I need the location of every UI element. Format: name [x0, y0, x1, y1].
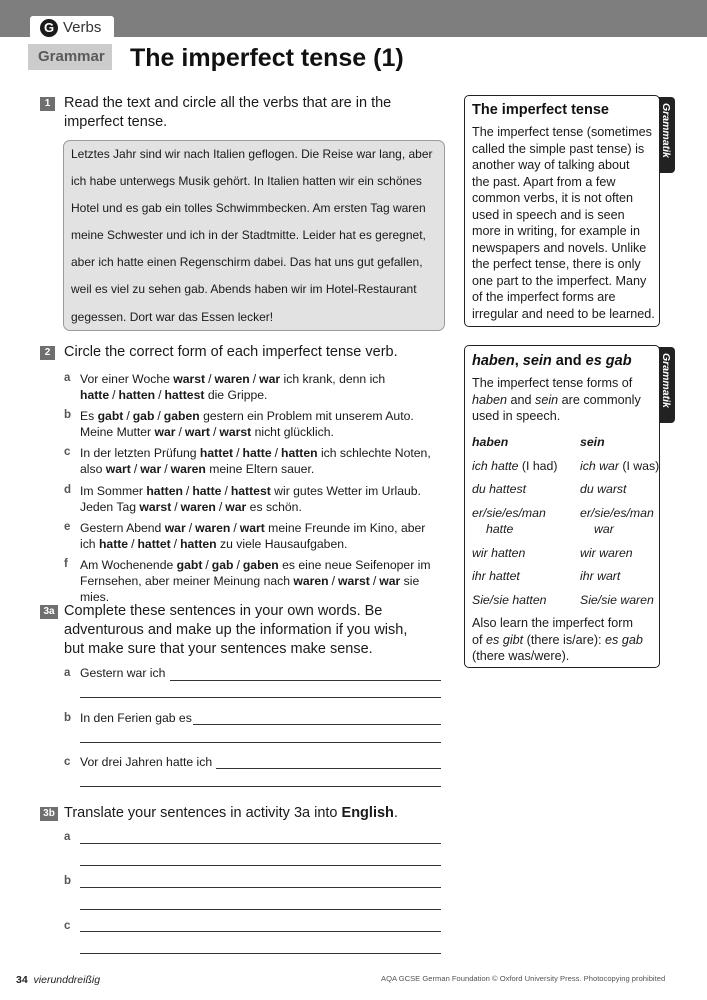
verb-option[interactable]: waren [195, 521, 231, 535]
sein-form: er/sie/es/man [580, 506, 654, 520]
activity-3b-badge: 3b [40, 807, 58, 821]
verb-option[interactable]: hatte [98, 537, 129, 551]
item-text: In der letzten Prüfung [80, 446, 200, 460]
grammar-box-body: The imperfect tense (sometimes called the simple past tense) is another way of talking about the past. Apart from a few common verbs, it is not often used in speech and is seen more in writing, for example in newspapers and novels. Unlike the perfect tense, there is only one part to the imperfect. Many of the imperfect forms are irregular and need to be learned. [472, 125, 655, 321]
activity-3b-instruction: Translate your sentences in activity 3a into English. [64, 805, 398, 821]
sentence-prompt: In den Ferien gab es [80, 711, 192, 725]
item-text: Im Sommer [80, 484, 147, 498]
verb-option[interactable]: hatten [180, 537, 217, 551]
option-separator: / [218, 500, 223, 514]
verb-option[interactable]: gab [211, 558, 234, 572]
grammar-box-title: haben, sein and es gab [472, 353, 632, 369]
item-letter: b [64, 712, 72, 724]
reading-text-line: weil es viel zu sehen gab. Abends haben wir im Hotel-Restaurant [71, 282, 417, 296]
verb-option[interactable]: gab [132, 409, 155, 423]
item-text: wir gutes Wetter im Urlaub. [270, 484, 421, 498]
item-letter: a [64, 372, 71, 384]
verb-option[interactable]: waren [170, 462, 206, 476]
item-text: Meine Mutter [80, 425, 155, 439]
item-letter: f [64, 558, 68, 570]
item-letter: a [64, 831, 71, 843]
item-text: meine Eltern sauer. [205, 462, 315, 476]
grammatik-tab-label: Grammatik [660, 103, 672, 158]
sein-form: ich war (I was) [580, 459, 660, 473]
page-number: 34 vierunddreißig [16, 974, 101, 986]
sein-form: Sie/sie waren [580, 593, 654, 607]
sein-form: du warst [580, 482, 627, 496]
verb-option[interactable]: gaben [163, 409, 200, 423]
option-separator: / [164, 462, 168, 476]
verb-option[interactable]: gabt [176, 558, 203, 572]
option-separator: / [112, 388, 116, 402]
option-separator: / [224, 484, 228, 498]
option-separator: / [188, 521, 193, 535]
reading-text-line: Hotel und es gab ein tolles Schwimmbecken. Am ersten Tag waren [71, 201, 426, 215]
verb-option[interactable]: waren [214, 372, 250, 386]
option-separator: / [158, 388, 162, 402]
item-text: Vor einer Woche [80, 372, 174, 386]
grammar-box-title: The imperfect tense [472, 102, 609, 118]
option-separator: / [178, 425, 182, 439]
verb-option[interactable]: hatte [192, 484, 222, 498]
option-separator: / [233, 521, 237, 535]
reading-text-line: gegessen. Dort war das Essen lecker! [71, 310, 274, 324]
verb-option[interactable]: waren [293, 574, 329, 588]
option-separator: / [236, 446, 240, 460]
category-label: Grammar [38, 48, 105, 65]
table-header-haben: haben [472, 435, 509, 449]
verb-option[interactable]: hatte [242, 446, 272, 460]
verb-option[interactable]: hattest [164, 388, 205, 402]
option-separator: / [126, 409, 130, 423]
verb-option[interactable]: gaben [242, 558, 279, 572]
activity-2-badge: 2 [40, 346, 55, 360]
item-text: Jeden Tag [80, 500, 140, 514]
sein-form: ihr wart [580, 569, 621, 583]
item-text: Gestern Abend [80, 521, 165, 535]
reading-text-line: aber ich hatte einen Regenschirm dabei. Das hat uns gut gefallen, [71, 255, 423, 269]
item-text: nicht glücklich. [251, 425, 334, 439]
option-separator: / [331, 574, 336, 588]
haben-form: ich hatte (I had) [472, 459, 558, 473]
answer-line[interactable] [216, 768, 441, 769]
item-text: ich [80, 537, 99, 551]
item-text: es schön. [246, 500, 302, 514]
answer-line[interactable] [80, 931, 441, 932]
grammar-box-outro: Also learn the imperfect form of es gibt (there is/are): es gab (there was/were). [472, 616, 643, 663]
item-text: Am Wochenende [80, 558, 177, 572]
verb-option[interactable]: hatten [281, 446, 318, 460]
answer-line[interactable] [80, 742, 441, 743]
verb-option[interactable]: war [164, 521, 186, 535]
item-text: Fernsehen, aber meiner Meinung nach [80, 574, 294, 588]
grammatik-tab-label: Grammatik [660, 353, 672, 408]
item-text: also [80, 462, 106, 476]
option-separator: / [185, 484, 190, 498]
item-text: meine Freunde im Kino, aber [264, 521, 426, 535]
activity-3a-badge: 3a [40, 605, 58, 619]
haben-form: er/sie/es/man [472, 506, 546, 520]
answer-line[interactable] [80, 887, 441, 888]
verb-option[interactable]: hatte [80, 388, 110, 402]
table-header-sein: sein [580, 435, 605, 449]
verb-option[interactable]: warst [338, 574, 370, 588]
item-letter: a [64, 667, 71, 679]
verb-choice-item [80, 445, 445, 477]
verb-option[interactable]: waren [180, 500, 216, 514]
reading-text-line: ich habe unterwegs Musik gehört. In Italien hatten wir ein schönes [71, 174, 422, 188]
verb-option[interactable]: warst [139, 500, 172, 514]
verb-choice-item [80, 557, 445, 605]
item-text: es eine neue Seifenoper im [278, 558, 431, 572]
haben-form: hatte [486, 522, 514, 536]
activity-3a-instruction: Complete these sentences in your own words. Be adventurous and make up the information if you wish, but make sure that your sentences make sense. [64, 603, 408, 657]
item-letter: c [64, 920, 71, 932]
verb-option[interactable]: hattet [199, 446, 234, 460]
haben-form: ihr hattet [472, 569, 520, 583]
verb-option[interactable]: hatten [146, 484, 183, 498]
answer-line[interactable] [170, 680, 441, 681]
answer-line[interactable] [80, 843, 441, 844]
option-separator: / [173, 537, 178, 551]
verb-option[interactable]: hatten [118, 388, 156, 402]
verb-choice-item [80, 371, 445, 403]
sein-form: wir waren [580, 546, 633, 560]
verb-choice-item [80, 520, 445, 552]
item-letter: c [64, 756, 71, 768]
activity-2-instruction: Circle the correct form of each imperfect tense verb. [64, 344, 398, 360]
section-letter-badge: G [40, 19, 58, 37]
answer-line[interactable] [80, 909, 441, 910]
verb-choice-item [80, 483, 445, 515]
verb-choice-item [80, 408, 445, 440]
verb-option[interactable]: war [225, 500, 247, 514]
item-letter: e [64, 521, 71, 533]
item-text: die Grippe. [204, 388, 268, 402]
haben-form: Sie/sie hatten [472, 593, 547, 607]
option-separator: / [236, 558, 240, 572]
item-letter: b [64, 409, 72, 421]
answer-line[interactable] [80, 865, 441, 866]
item-text: sie mies. [80, 574, 420, 604]
answer-line[interactable] [80, 953, 441, 954]
option-separator: / [252, 372, 257, 386]
sein-form: war [594, 522, 614, 536]
item-text: ich krank, denn ich [280, 372, 386, 386]
haben-form: wir hatten [472, 546, 526, 560]
verb-option[interactable]: wart [239, 521, 265, 535]
verb-option[interactable]: warst [173, 372, 206, 386]
activity-1-instruction: Read the text and circle all the verbs that are in the imperfect tense. [64, 95, 392, 130]
item-letter: b [64, 875, 72, 887]
verb-option[interactable]: warst [219, 425, 252, 439]
verb-option[interactable]: war [140, 462, 162, 476]
copyright-notice: AQA GCSE German Foundation © Oxford University Press. Photocopying prohibited [381, 974, 666, 983]
option-separator: / [133, 462, 138, 476]
item-text: ich schlechte Noten, [317, 446, 431, 460]
page-title: The imperfect tense (1) [130, 44, 404, 72]
verb-option[interactable]: wart [105, 462, 131, 476]
haben-form: du hattest [472, 482, 527, 496]
option-separator: / [157, 409, 161, 423]
option-separator: / [174, 500, 178, 514]
answer-line[interactable] [80, 697, 441, 698]
verb-option[interactable]: hattet [137, 537, 171, 551]
verb-option[interactable]: war [379, 574, 401, 588]
answer-line[interactable] [193, 724, 441, 725]
item-letter: c [64, 446, 71, 458]
activity-1-badge: 1 [40, 97, 55, 111]
verb-option[interactable]: hattest [230, 484, 271, 498]
verb-option[interactable]: war [154, 425, 176, 439]
item-text: gestern ein Problem mit unserem Auto. [199, 409, 414, 423]
option-separator: / [208, 372, 212, 386]
answer-line[interactable] [80, 786, 441, 787]
option-separator: / [372, 574, 377, 588]
reading-text-line: meine Schwester und ich in der Stadtmitte. Leider hat es geregnet, [71, 228, 426, 242]
item-text: Es [80, 409, 98, 423]
item-letter: d [64, 484, 72, 496]
section-label: Verbs [63, 19, 102, 36]
option-separator: / [131, 537, 135, 551]
verb-option[interactable]: gabt [97, 409, 124, 423]
item-text: zu viele Hausaufgaben. [216, 537, 348, 551]
grammar-box-intro: The imperfect tense forms of haben and sein are commonly used in speech. [472, 376, 641, 423]
option-separator: / [212, 425, 217, 439]
verb-option[interactable]: wart [184, 425, 210, 439]
option-separator: / [205, 558, 209, 572]
sentence-prompt: Gestern war ich [80, 666, 166, 680]
sentence-prompt: Vor drei Jahren hatte ich [80, 755, 213, 769]
reading-text-line: Letztes Jahr sind wir nach Italien geflogen. Die Reise war lang, aber [71, 147, 433, 161]
option-separator: / [274, 446, 279, 460]
verb-option[interactable]: war [259, 372, 281, 386]
